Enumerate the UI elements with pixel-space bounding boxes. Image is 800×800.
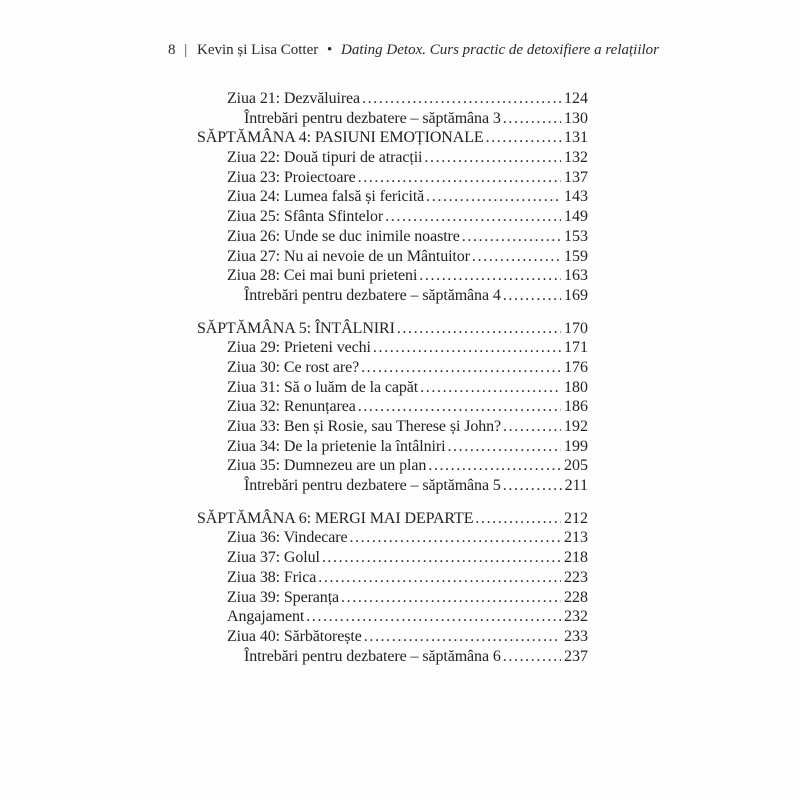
- dot-leader: [361, 359, 561, 377]
- toc-entry-title: Întrebări pentru dezbatere – săptămâna 3: [244, 109, 501, 127]
- toc-entry-page: 159: [564, 247, 588, 265]
- running-header: [168, 41, 659, 59]
- dot-leader: [475, 510, 561, 528]
- toc-section-title: SĂPTĂMÂNA 5: ÎNTÂLNIRI: [197, 319, 395, 337]
- dot-leader: [419, 267, 561, 285]
- toc-entry-title: Ziua 21: Dezvăluirea: [227, 90, 361, 107]
- toc-entry-title: Ziua 22: Două tipuri de atracții: [227, 149, 423, 167]
- toc-row-ziua-30: [197, 359, 588, 379]
- toc-entry-title: Ziua 33: Ben și Rosie, sau Therese și John?: [227, 418, 502, 435]
- toc-row-saptamana-6: [197, 510, 588, 530]
- toc-row-ziua-22: [197, 149, 588, 169]
- toc-row-intrebari-sapt-6: [197, 648, 588, 668]
- dot-leader: [486, 129, 561, 147]
- toc-row-ziua-27: [197, 248, 588, 268]
- toc-entry-title: Ziua 37: Golul: [227, 549, 320, 567]
- toc-entry-page: 137: [564, 168, 588, 186]
- toc-entry-title: Ziua 23: Proiectoare: [227, 168, 356, 186]
- toc-row-ziua-34: [197, 438, 588, 458]
- toc-entry-title: Ziua 29: Prieteni vechi: [227, 339, 371, 357]
- dot-leader: [462, 228, 561, 246]
- toc-entry-page: 170: [564, 319, 588, 337]
- toc-entry-title: Ziua 27: Nu ai nevoie de un Mântuitor: [227, 247, 470, 265]
- dot-leader: [397, 320, 561, 338]
- toc-row-ziua-25: [197, 208, 588, 228]
- dot-leader: [373, 339, 561, 357]
- toc-entry-page: 213: [564, 529, 588, 547]
- toc-section-title: SĂPTĂMÂNA 6: MERGI MAI DEPARTE: [197, 509, 474, 527]
- dot-leader: [503, 648, 561, 666]
- toc-entry-title: Ziua 35: Dumnezeu are un plan: [227, 457, 427, 475]
- toc-entry-page: 205: [564, 457, 588, 475]
- toc-section-title: SĂPTĂMÂNA 4: PASIUNI EMOȚIONALE: [197, 129, 484, 147]
- toc-entry-page: 132: [564, 149, 588, 167]
- toc-entry-page: 131: [564, 129, 588, 147]
- dot-leader: [385, 208, 561, 226]
- toc-entry-page: 233: [564, 627, 588, 645]
- toc-row-ziua-35: [197, 457, 588, 477]
- toc-entry-page: 186: [564, 398, 588, 416]
- toc-entry-title: Întrebări pentru dezbatere – săptămâna 6: [244, 647, 501, 665]
- toc-entry-page: 228: [564, 588, 588, 606]
- toc-entry-page: 223: [564, 568, 588, 586]
- toc-entry-page: 180: [564, 378, 588, 396]
- toc-entry-title: Întrebări pentru dezbatere – săptămâna 5: [244, 477, 501, 495]
- dot-leader: [503, 287, 561, 305]
- toc-entry-title: Ziua 34: De la prietenie la întâlniri: [227, 437, 446, 455]
- dot-leader: [306, 608, 561, 626]
- toc-row-intrebari-sapt-3: [197, 110, 588, 130]
- toc-row-ziua-39: [197, 589, 588, 609]
- dot-leader: [426, 188, 561, 206]
- toc-row-ziua-37: [197, 549, 588, 569]
- toc-entry-title: Ziua 36: Vindecare: [227, 529, 348, 547]
- toc-row-ziua-29: [197, 339, 588, 359]
- toc-row-ziua-32: [197, 398, 588, 418]
- dot-leader: [503, 477, 562, 495]
- toc-entry-page: 153: [564, 227, 588, 245]
- toc-entry-page: 176: [564, 358, 588, 376]
- dot-leader: [358, 169, 561, 187]
- toc-entry-page: 218: [564, 549, 588, 567]
- toc-entry-page: 130: [564, 109, 588, 127]
- dot-leader: [472, 248, 561, 266]
- toc-row-saptamana-4: [197, 129, 588, 149]
- header-authors: Kevin și Lisa Cotter: [197, 42, 319, 58]
- toc-entry-title: Ziua 38: Frica: [227, 568, 317, 586]
- dot-leader: [420, 379, 561, 397]
- toc-entry-title: Ziua 28: Cei mai buni prieteni: [227, 267, 418, 285]
- toc-row-ziua-28: [197, 267, 588, 287]
- toc-row-ziua-36: [197, 529, 588, 549]
- toc-row-ziua-38: [197, 569, 588, 589]
- table-of-contents: [197, 90, 588, 667]
- toc-entry-page: 149: [564, 208, 588, 226]
- toc-row-ziua-33: [197, 418, 588, 438]
- toc-row-saptamana-5: [197, 320, 588, 340]
- toc-entry-page: 192: [564, 418, 588, 435]
- toc-row-ziua-26: [197, 228, 588, 248]
- dot-leader: [318, 569, 561, 587]
- toc-entry-page: 211: [564, 477, 588, 495]
- header-bullet-icon: •: [327, 42, 333, 58]
- toc-entry-page: 169: [564, 286, 588, 304]
- toc-entry-page: 143: [564, 188, 588, 206]
- toc-entry-title: Ziua 26: Unde se duc inimile noastre: [227, 227, 460, 245]
- dot-leader: [349, 529, 561, 547]
- toc-entry-page: 124: [564, 90, 588, 107]
- toc-row-intrebari-sapt-4: [197, 287, 588, 307]
- dot-leader: [447, 438, 561, 456]
- toc-row-ziua-40: [197, 628, 588, 648]
- dot-leader: [424, 149, 561, 167]
- toc-entry-title: Întrebări pentru dezbatere – săptămâna 4: [244, 286, 501, 304]
- toc-entry-title: Ziua 30: Ce rost are?: [227, 358, 360, 376]
- toc-entry-page: 199: [564, 437, 588, 455]
- toc-entry-page: 237: [564, 647, 588, 665]
- dot-leader: [428, 457, 561, 475]
- dot-leader: [362, 90, 561, 108]
- dot-leader: [364, 628, 561, 646]
- dot-leader: [503, 110, 561, 128]
- page-number: 8: [168, 42, 176, 58]
- toc-row-intrebari-sapt-5: [197, 477, 588, 497]
- header-separator: |: [184, 42, 188, 58]
- toc-entry-page: 171: [564, 339, 588, 357]
- toc-entry-title: Ziua 24: Lumea falsă și fericită: [227, 188, 425, 206]
- header-book-title: Dating Detox. Curs practic de detoxifiere a relațiilor: [341, 42, 660, 58]
- toc-entry-title: Ziua 40: Sărbătorește: [227, 627, 362, 645]
- toc-entry-title: Ziua 31: Să o luăm de la capăt: [227, 378, 419, 396]
- toc-row-angajament: [197, 608, 588, 628]
- toc-entry-page: 232: [564, 608, 588, 626]
- toc-entry-page: 163: [564, 267, 588, 285]
- toc-row-ziua-21: [197, 90, 588, 110]
- toc-entry-title: Angajament: [227, 608, 305, 626]
- toc-row-ziua-23: [197, 169, 588, 189]
- toc-entry-title: Ziua 39: Speranța: [227, 588, 340, 606]
- toc-entry-page: 212: [564, 509, 588, 527]
- dot-leader: [341, 589, 561, 607]
- toc-row-ziua-31: [197, 379, 588, 399]
- toc-row-ziua-24: [197, 188, 588, 208]
- dot-leader: [358, 398, 561, 416]
- toc-entry-title: Ziua 32: Renunțarea: [227, 398, 356, 416]
- toc-entry-title: Ziua 25: Sfânta Sfintelor: [227, 208, 384, 226]
- dot-leader: [503, 418, 561, 436]
- dot-leader: [322, 549, 561, 567]
